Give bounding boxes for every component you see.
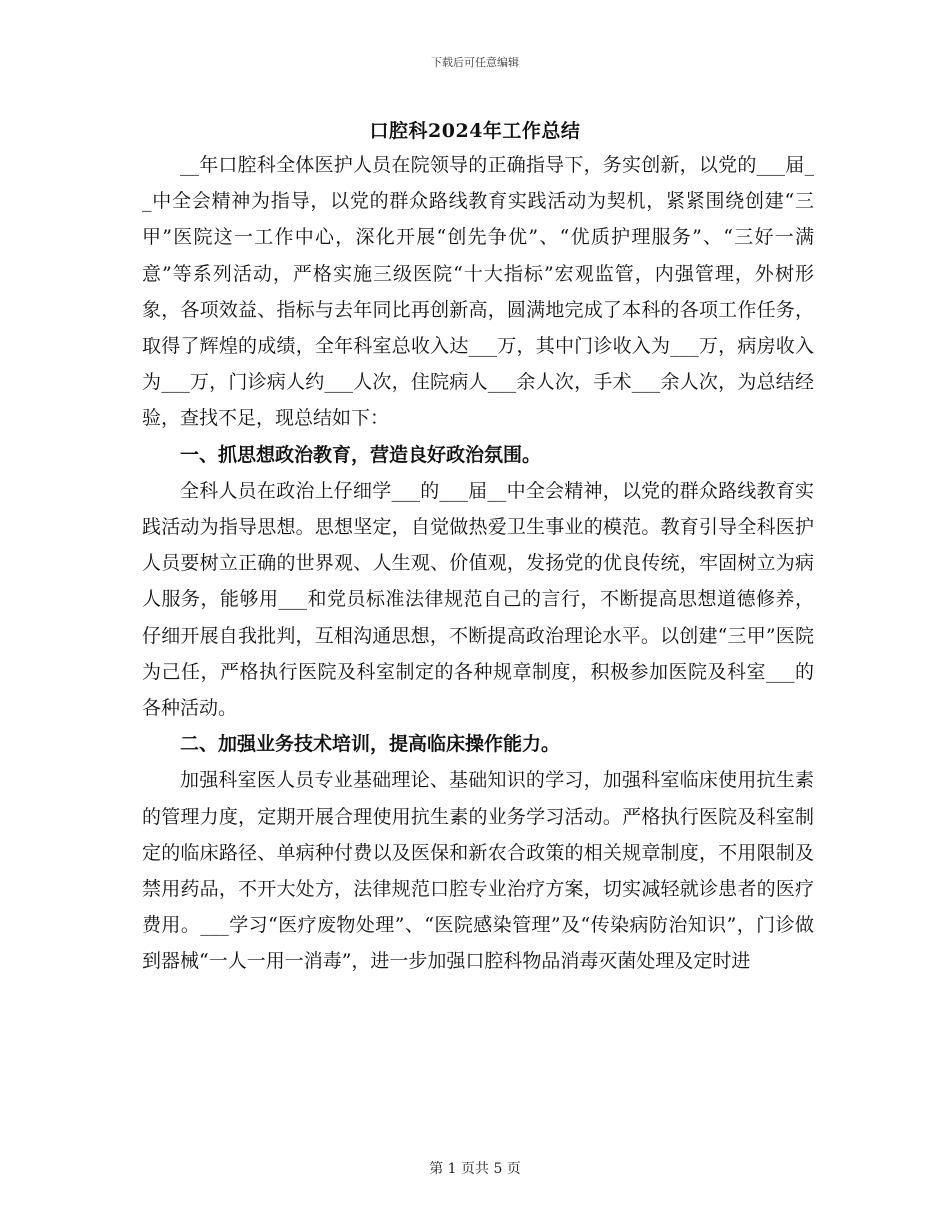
- section-2-paragraph: 加强科室医人员专业基础理论、基础知识的学习，加强科室临床使用抗生素的管理力度，定期开展合理使用抗生素的业务学习活动。严格执行医院及科室制定的临床路径、单病种付费以及医保和新农合政策的相关规章制度，不用限制及禁用药品，不开大处方，法律规范口腔专业治疗方案，切实减轻就诊患者的医疗费用。___学习“医疗废物处理”、“医院感染管理”及“传染病防治知识”，门诊做到器械“一人一用一消毒”，进一步加强口腔科物品消毒灭菌处理及定时进: [142, 769, 814, 973]
- intro-paragraph: __年口腔科全体医护人员在院领导的正确指导下，务实创新，以党的___届__中全会精神为指导，以党的群众路线教育实践活动为契机，紧紧围绕创建“三甲”医院这一工作中心，深化开展“创先争优”、“优质护理服务”、“三好一满意”等系列活动，严格实施三级医院“十大指标”宏观监管，内强管理，外树形象，各项效益、指标与去年同比再创新高，圆满地完成了本科的各项工作任务，取得了辉煌的成绩，全年科室总收入达___万，其中门诊收入为___万，病房收入为___万，门诊病人约___人次，住院病人___余人次，手术___余人次，为总结经验，查找不足，现总结如下：: [142, 154, 814, 430]
- header-note: 下载后可任意编辑: [431, 56, 519, 69]
- section-heading-2: 二、加强业务技术培训，提高临床操作能力。: [180, 733, 561, 756]
- page-footer: 第 1 页共 5 页: [429, 1161, 521, 1177]
- section-1-paragraph: 全科人员在政治上仔细学___的___届__中全会精神，以党的群众路线教育实践活动为指导思想。思想坚定，自觉做热爱卫生事业的模范。教育引导全科医护人员要树立正确的世界观、人生观、价值观，发扬党的优良传统，牢固树立为病人服务，能够用___和党员标准法律规范自己的言行，不断提高思想道德修养，仔细开展自我批判，互相沟通思想，不断提高政治理论水平。以创建“三甲”医院为己任，严格执行医院及科室制定的各种规章制度，积极参加医院及科室___的各种活动。: [142, 479, 814, 720]
- document-body: [142, 147, 814, 980]
- page-title: 口腔科2024年工作总结: [369, 120, 581, 142]
- section-heading-1: 一、抓思想政治教育，营造良好政治氛围。: [180, 443, 542, 466]
